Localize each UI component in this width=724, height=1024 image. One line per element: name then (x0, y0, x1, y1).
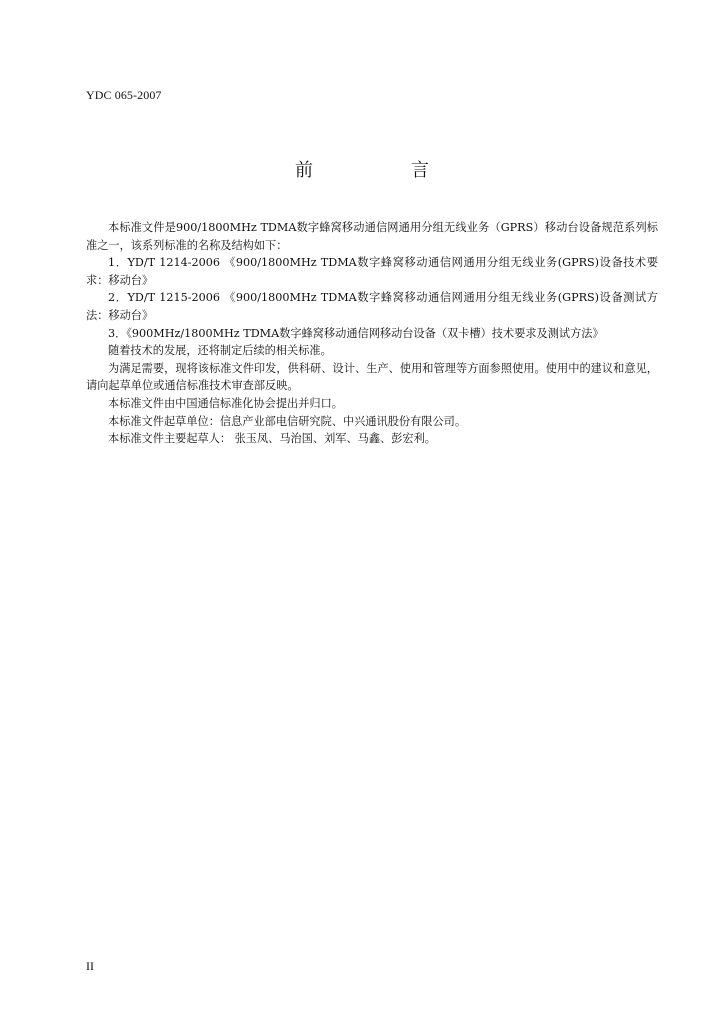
document-code: YDC 065-2007 (86, 88, 162, 102)
paragraph-future: 随着技术的发展，还将制定后续的相关标准。 (108, 344, 332, 358)
page-number: II (86, 959, 94, 973)
paragraph-standard-1: 1．YD/T 1214-2006 《900/1800MHz TDMA数字蜂窝移动通信网通用分组无线业务(GPRS)设备技术要求：移动台》 (86, 256, 658, 287)
paragraph-usage: 为满足需要，现将该标准文件印发，供科研、设计、生产、使用和管理等方面参照使用。使用中的建议和意见，请向起草单位或通信标准技术审查部反映。 (86, 361, 658, 393)
paragraph-drafters: 本标准文件主要起草人： 张玉凤、马治国、刘军、马鑫、彭宏利。 (108, 432, 436, 446)
paragraph-drafting-units: 本标准文件起草单位：信息产业部电信研究院、中兴通讯股份有限公司。 (108, 414, 467, 428)
paragraph-intro: 本标准文件是900/1800MHz TDMA数字蜂窝移动通信网通用分组无线业务（GPRS）移动台设备规范系列标准之一，该系列标准的名称及结构如下： (86, 221, 658, 252)
paragraph-standard-3: 3．《900MHz/1800MHz TDMA数字蜂窝移动通信网移动台设备（双卡槽）技术要求及测试方法》 (108, 326, 604, 340)
page-title: 前 言 (295, 160, 469, 181)
foreword-body (86, 219, 658, 448)
paragraph-proposer: 本标准文件由中国通信标准化协会提出并归口。 (108, 396, 343, 410)
paragraph-standard-2: 2．YD/T 1215-2006 《900/1800MHz TDMA数字蜂窝移动通信网通用分组无线业务(GPRS)设备测试方法：移动台》 (86, 291, 658, 322)
